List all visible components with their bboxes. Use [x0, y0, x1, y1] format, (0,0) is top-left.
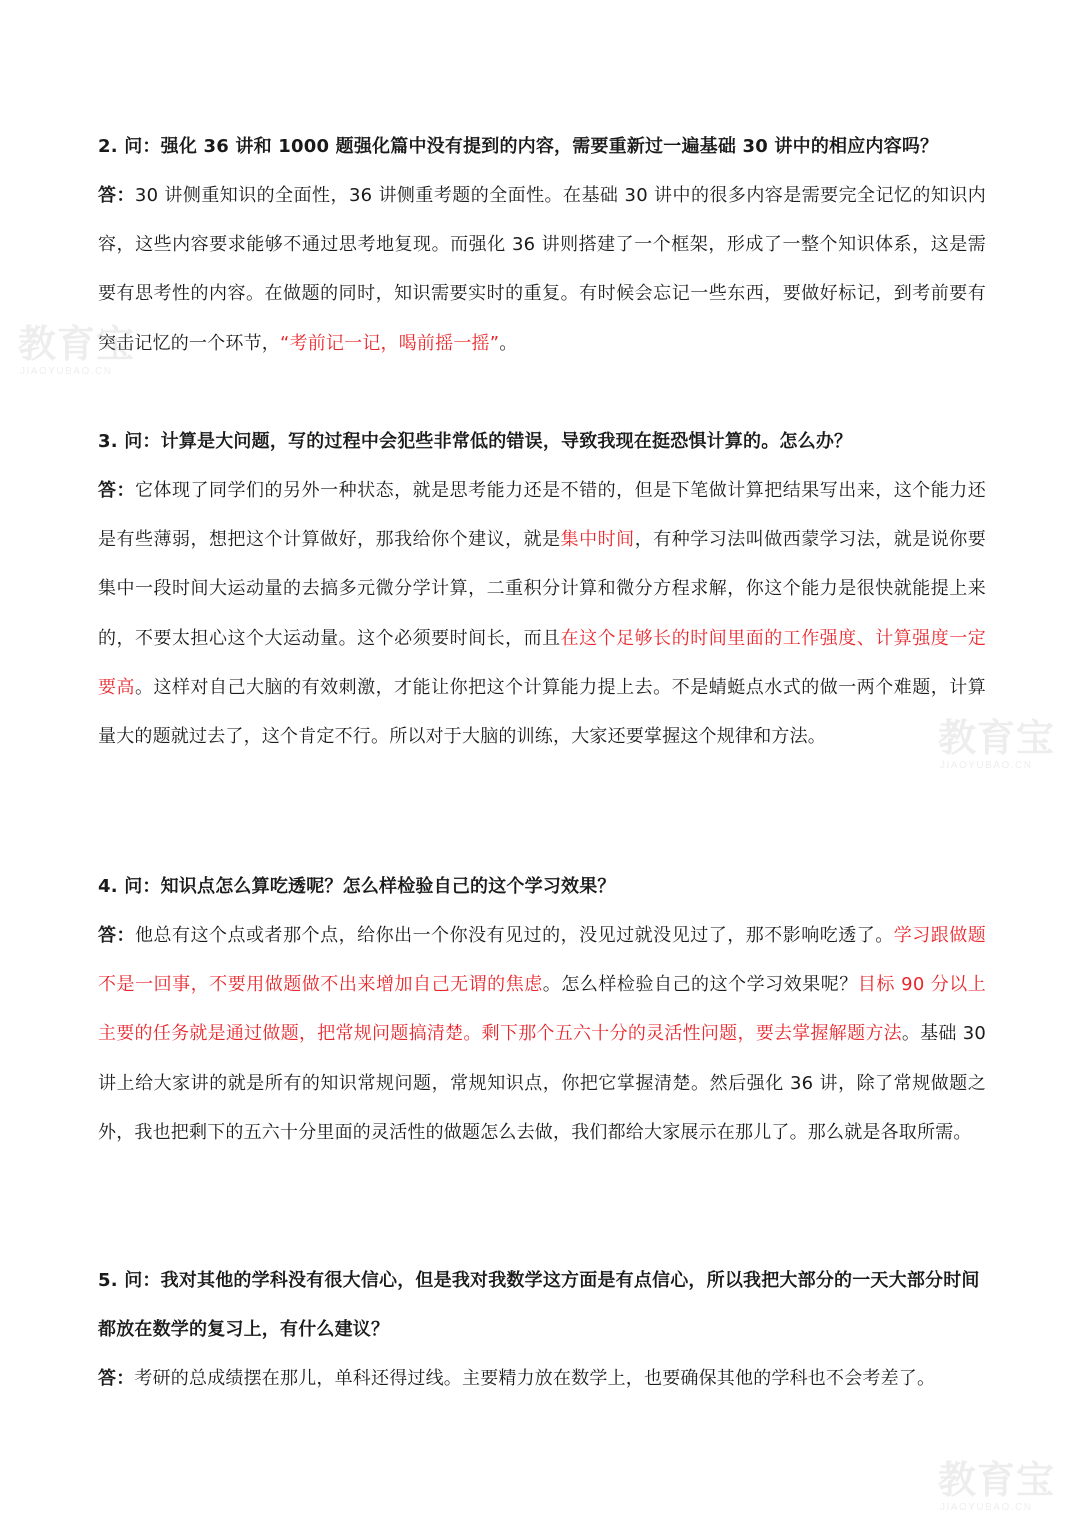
answer-text: ，有种学习法叫做西蒙学习法，就是说你要集中一段时间大运动量的去搞多元微分学计算，二重积分计算和微分方程求解，你这个能力是很快就能提上来的，不要太担心这个大运动量。这个必须要时间长，而且 — [98, 529, 986, 649]
answer-text: 考研的总成绩摆在那儿，单科还得过线。主要精力放在数学上，也要确保其他的学科也不会考差了。 — [134, 1368, 936, 1389]
qa-item-3 — [98, 417, 986, 761]
answer-4 — [98, 911, 986, 1157]
answer-text: 它体现了同学们的另外一种状态，就是思考能力还是不错的，但是下笔做计算把结果写出来，这个能力还是有些薄弱，想把这个计算做好，那我给你个建议，就是 — [98, 480, 986, 551]
answer-highlight: 在这个足够长的时间里面的工作强度、计算强度一定要高 — [98, 627, 986, 698]
answer-label: 答： — [98, 185, 135, 206]
answer-text: 。这样对自己大脑的有效刺激，才能让你把这个计算能力提上去。不是蜻蜓点水式的做一两个难题，计算量大的题就过去了，这个肯定不行。所以对于大脑的训练，大家还要掌握这个规律和方法。 — [98, 676, 986, 748]
watermark-logo — [938, 1458, 1058, 1518]
answer-text: 。基础 30 讲上给大家讲的就是所有的知识常规问题，常规知识点，你把它掌握清楚。然后强化 36 讲，除了常规做题之外，我也把剩下的五六十分里面的灵活性的做题怎么去做，我们都给大家展示在那儿了。那么就是各取所需。 — [98, 1023, 986, 1143]
answer-3 — [98, 466, 986, 761]
watermark-main: 教育宝 — [938, 1458, 1056, 1502]
qa-item-2 — [98, 122, 986, 368]
qa-item-4 — [98, 862, 986, 1157]
watermark-main: 教育宝 — [18, 322, 136, 366]
watermark-sub: JIAOYUBAO.CN — [940, 1502, 1033, 1513]
answer-2 — [98, 171, 986, 368]
answer-text: 。怎么样检验自己的这个学习效果呢？ — [542, 974, 858, 996]
watermark-sub: JIAOYUBAO.CN — [940, 760, 1033, 771]
qa-item-5 — [98, 1256, 986, 1403]
answer-text: 他总有这个点或者那个点，给你出一个你没有见过的，没见过就没见过了，那不影响吃透了。 — [135, 925, 894, 946]
question-2: 2. 问：强化 36 讲和 1000 题强化篇中没有提到的内容，需要重新过一遍基础 30 讲中的相应内容吗？ — [98, 136, 939, 157]
watermark-main: 教育宝 — [938, 716, 1056, 760]
answer-highlight: “考前记一记，喝前摇一摇” — [280, 332, 500, 354]
answer-text: 。 — [499, 332, 518, 354]
answer-5 — [98, 1354, 986, 1403]
question-3: 3. 问：计算是大问题，写的过程中会犯些非常低的错误，导致我现在挺恐惧计算的。怎么办？ — [98, 431, 853, 452]
question-4: 4. 问：知识点怎么算吃透呢？怎么样检验自己的这个学习效果？ — [98, 876, 616, 897]
answer-highlight: 目标 90 分以上主要的任务就是通过做题，把常规问题搞清楚。剩下那个五六十分的灵活性问题，要去掌握解题方法 — [98, 974, 986, 1045]
answer-highlight: 学习跟做题不是一回事，不要用做题做不出来增加自己无谓的焦虑 — [98, 925, 986, 996]
answer-text: 30 讲侧重知识的全面性，36 讲侧重考题的全面性。在基础 30 讲中的很多内容是需要完全记忆的知识内容，这些内容要求能够不通过思考地复现。而强化 36 讲则搭建了一个框架，形成了一整个知识体系，这是需要有思考性的内容。在做题的同时，知识需要实时的重复。有时候会忘记一些东西，要做好标记，到考前要有突击记忆的一个环节， — [98, 185, 987, 354]
answer-label: 答： — [98, 1368, 135, 1389]
question-5: 5. 问：我对其他的学科没有很大信心，但是我对我数学这方面是有点信心，所以我把大部分的一天大部分时间都放在数学的复习上，有什么建议？ — [98, 1270, 980, 1340]
answer-label: 答： — [98, 925, 136, 946]
watermark-sub: JIAOYUBAO.CN — [20, 366, 113, 377]
answer-highlight: 集中时间 — [560, 529, 635, 551]
answer-label: 答： — [98, 480, 136, 501]
